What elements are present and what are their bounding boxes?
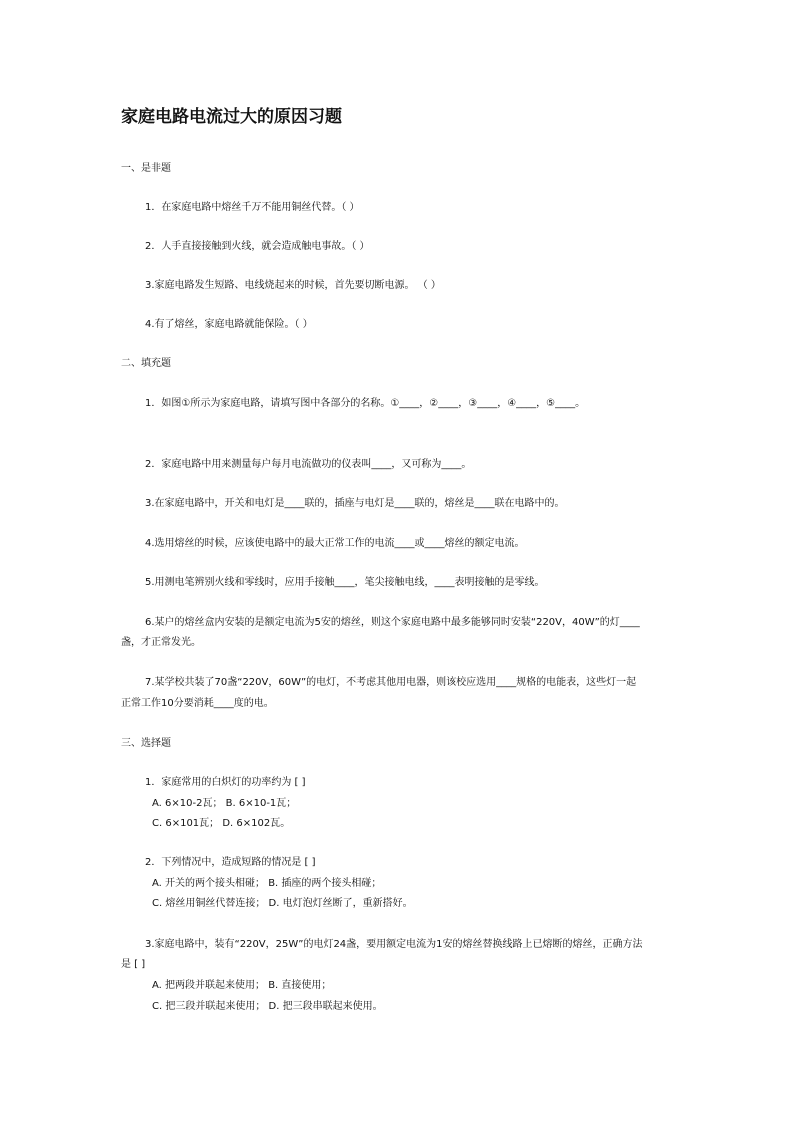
question-text: 2．家庭电路中用来测量每户每月电流做功的仪表叫____，又可称为____。 <box>145 459 472 470</box>
question-stem: 3.家庭电路中，装有“220V，25W”的电灯24盏，要用额定电流为1安的熔丝替换线路上已熔断的熔丝，正确方法 <box>145 939 643 950</box>
choice-options: C. 把三段并联起来使用； D. 把三段串联起来使用。 <box>152 1001 383 1012</box>
choice-options: A. 把两段并联起来使用； B. 直接使用； <box>152 980 332 991</box>
question-text-continued: 盏，才正常发光。 <box>121 637 201 648</box>
question-text-continued: 正常工作10分要消耗____度的电。 <box>121 698 274 709</box>
question-text: 1．如图①所示为家庭电路，请填写图中各部分的名称。①____，②____，③____，④____，⑤____。 <box>145 398 586 409</box>
question-text: 5.用测电笔辨别火线和零线时，应用手接触____，笔尖接触电线，____表明接触的是零线。 <box>145 577 545 588</box>
question-text: 6.某户的熔丝盒内安装的是额定电流为5安的熔丝，则这个家庭电路中最多能够同时安装“220V，40W”的灯____ <box>145 617 640 628</box>
choice-options: A. 6×10-2瓦； B. 6×10-1瓦； <box>152 798 297 809</box>
section-heading-true-false: 一、是非题 <box>121 163 171 174</box>
question-text: 2．人手直接接触到火线，就会造成触电事故。（ ） <box>145 241 370 252</box>
section-heading-multiple-choice: 三、选择题 <box>121 738 171 749</box>
question-text: 4.有了熔丝，家庭电路就能保险。（ ） <box>145 319 313 330</box>
question-text: 1．在家庭电路中熔丝千万不能用铜丝代替。（ ） <box>145 202 360 213</box>
question-stem: 2．下列情况中，造成短路的情况是 [ ] <box>145 857 316 868</box>
choice-options: C. 熔丝用铜丝代替连接； D. 电灯泡灯丝断了，重新搭好。 <box>152 898 413 909</box>
section-heading-fill-in: 二、填充题 <box>121 358 171 369</box>
question-text: 4.选用熔丝的时候，应该使电路中的最大正常工作的电流____或____熔丝的额定电流。 <box>145 538 525 549</box>
question-stem: 1．家庭常用的白炽灯的功率约为 [ ] <box>145 777 306 788</box>
question-text: 3.在家庭电路中，开关和电灯是____联的，插座与电灯是____联的，熔丝是____联在电路中的。 <box>145 498 565 509</box>
choice-options: C. 6×101瓦； D. 6×102瓦。 <box>152 818 291 829</box>
choice-options: A. 开关的两个接头相碰； B. 插座的两个接头相碰； <box>152 878 382 889</box>
question-stem-continued: 是 [ ] <box>121 959 146 970</box>
question-text: 7.某学校共装了70盏“220V，60W”的电灯，不考虑其他用电器，则该校应选用____规格的电能表，这些灯一起 <box>145 677 637 688</box>
page-title: 家庭电路电流过大的原因习题 <box>121 107 342 127</box>
question-text: 3.家庭电路发生短路、电线烧起来的时候，首先要切断电源。 （ ） <box>145 280 441 291</box>
